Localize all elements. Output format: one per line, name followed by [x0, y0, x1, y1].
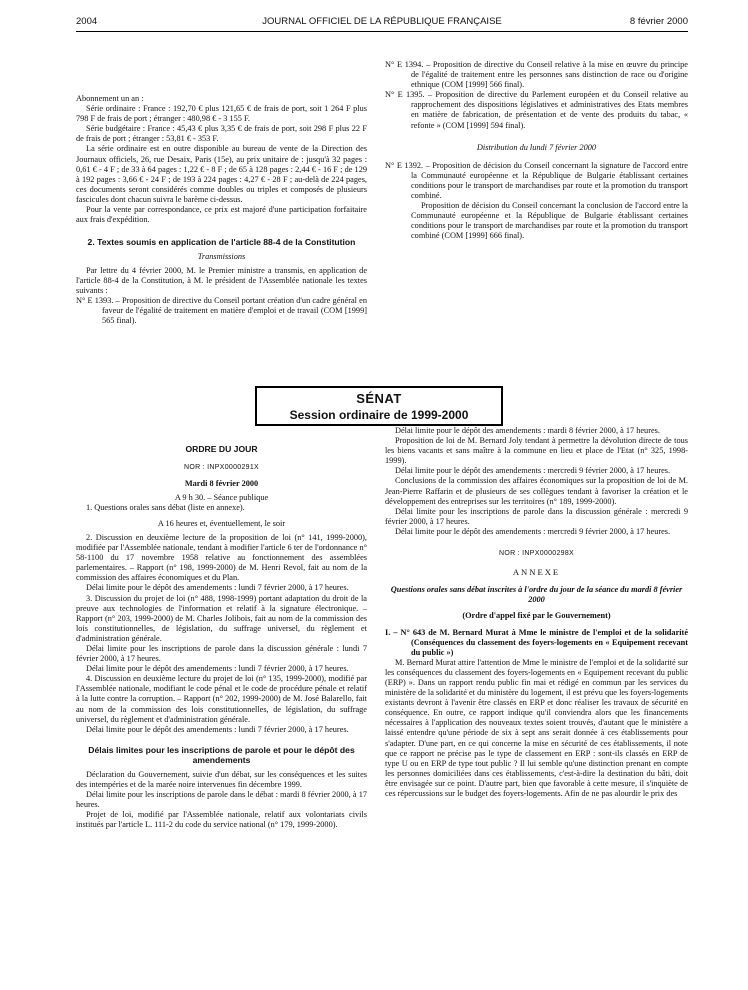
question-643-title: I. – N° 643 de M. Bernard Murat à Mme le ministre de l'emploi et de la solidarité (Conséquences du classement des foyers-logements en « Equipement recevant du public »)	[385, 627, 688, 657]
proposition-joly: Proposition de loi de M. Bernard Joly tendant à permettre la dévolution directe de tous les biens vacants et sans maître à la commune en lieu et place de l'Etat (n° 325, 1998-1999).	[385, 436, 688, 466]
right-lower-column	[385, 426, 688, 799]
section-2-title: 2. Textes soumis en application de l'article 88-4 de la Constitution	[87, 237, 356, 248]
deadline-tuesday: Délai limite pour le dépôt des amendements : mardi 8 février 2000, à 17 heures.	[395, 426, 660, 435]
declaration-deadline: Délai limite pour les inscriptions de parole dans le débat : mardi 8 février 2000, à 17 heures.	[76, 790, 367, 810]
right-top-column	[385, 60, 688, 242]
text-e1393: N° E 1393. – Proposition de directive du Conseil portant création d'un cadre général en faveur de l'égalité de traitement en matière d'emploi et de travail (COM [1999] 565 final).	[76, 296, 367, 326]
senat-box	[255, 386, 503, 426]
item-2: 2. Discussion en deuxième lecture de la proposition de loi (n° 141, 1999-2000), modifiée par l'Assemblée nationale, tendant à modifier l'article 6 ter de l'ordonnance n° 58-1100 du 17 novembre 1958 relative au fonctionnement des assemblées parlementaires. – Rapport (n° 198, 1999-2000) de M. Henri Revol, fait au nom de la commission des affaires économiques et du Plan.	[76, 532, 367, 583]
afternoon-session: A 16 heures et, éventuellement, le soir	[157, 518, 286, 528]
subscription-sale: La série ordinaire est en outre disponible au bureau de vente de la Direction des Journaux officiels, 26, rue Desaix, Paris (15e), au prix unitaire de : jusqu'à 32 pages : 0,61 € - 4 F ; de 33 à 64 pages : 1,22 € - 8 F ; de 65 à 128 pages : 2,44 € - 16 F ; de 129 à 192 pages : 3,66 € - 24 F ; de 193 à 224 pages : 4,27 € - 28 F ; au-delà de 224 pages, ces documents seront considérés comme doubles ou triples et composés de plusieurs fascicules dont chacun suivra le barème ci-dessus.	[76, 144, 367, 204]
item-3: 3. Discussion du projet de loi (n° 488, 1998-1999) portant adaptation du droit de la preuve aux technologies de l'information et relatif à la signature électronique. – Rapport (n° 203, 1999-2000) de M. Charles Jolibois, fait au nom de la commission des lois constitutionnelles, de législation, du suffrage universel, du règlement et d'administration générale.	[76, 593, 367, 643]
morning-session: A 9 h 30. – Séance publique	[174, 492, 269, 502]
annexe-heading: ANNEXE	[512, 567, 561, 578]
senat-title: SÉNAT	[356, 391, 402, 406]
item-3-deadline-speech: Délai limite pour les inscriptions de parole dans la discussion générale : lundi 7 février 2000, à 17 heures.	[76, 644, 367, 664]
session-date: Mardi 8 février 2000	[184, 478, 259, 488]
ordre-appel: (Ordre d'appel fixé par le Gouvernement)	[462, 611, 611, 621]
declaration: Déclaration du Gouvernement, suivie d'un débat, sur les conséquences et les suites des intempéries et de la marée noire intervenues fin décembre 1999.	[76, 769, 367, 789]
text-e1394: N° E 1394. – Proposition de directive du Conseil relative à la mise en œuvre du principe de l'égalité de traitement entre les personnes sans distinction de race ou d'origine ethnique (COM [1999] 566 final).	[385, 60, 688, 90]
text-e1392-conclusion: Proposition de décision du Conseil concernant la conclusion de l'accord entre la Communauté européenne et la République de Bulgarie établissant certaines conditions pour le transport de marchandises par route et la promotion du transport combiné (COM [1999] 666 final).	[411, 201, 688, 241]
left-lower-column	[76, 444, 367, 830]
text-e1392: N° E 1392. – Proposition de décision du Conseil concernant la signature de l'accord entre la Communauté européenne et la République de Bulgarie établissant certaines conditions pour le transport de marchandises par route et la promotion du transport combiné.	[385, 160, 688, 201]
transmissions-text: Par lettre du 4 février 2000, M. le Premier ministre a transmis, en application de l'article 88-4 de la Constitution, à M. le président de l'Assemblée nationale les textes suivants :	[76, 265, 367, 295]
deadline-amend-wednesday: Délai limite pour le dépôt des amendements : mercredi 9 février 2000, à 17 heures.	[395, 526, 671, 536]
text-e1395: N° E 1395. – Proposition de directive du Parlement européen et du Conseil relative au rapprochement des dispositions législatives et administratives des Etats membres en matière de fabrication, de présentation et de vente des produits du tabac, « refonte » (COM [1999] 594 final).	[385, 90, 688, 130]
nor-reference-2: NOR : INPX0000298X	[498, 550, 575, 558]
issue-date: 8 février 2000	[629, 16, 688, 27]
conclusions-raffarin: Conclusions de la commission des affaires économiques sur la proposition de loi de M. Jean-Pierre Raffarin et de plusieurs de ses collègues tendant à favoriser la création et le développement des entreprises sur les territoires (n° 189, 1999-2000).	[385, 476, 688, 506]
annexe-title: Questions orales sans débat inscrites à l'ordre du jour de la séance du mardi 8 février 2000	[390, 585, 683, 605]
subscription-budget: Série budgétaire : France : 45,43 € plus 3,35 € de frais de port, soit 298 F plus 22 F de frais de port ; étranger : 53,81 € - 353 F.	[76, 124, 367, 144]
page-number: 2004	[76, 16, 98, 27]
senat-session: Session ordinaire de 1999-2000	[289, 408, 469, 422]
subscription-heading: Abonnement un an :	[76, 94, 144, 103]
left-top-column	[76, 94, 367, 326]
question-643-text: M. Bernard Murat attire l'attention de Mme le ministre de l'emploi et de la solidarité sur les conséquences du classement des foyers-logements en « Equipement recevant du public (ERP) ». Dans un rapport rendu public fin mai et rédigé en commun par les services du ministère de la solidarité et du ministère du logement, il est prévu que les foyers-logements existants devront à l'avenir être classés en ERP et donc réaliser les travaux de sécurité en conséquence. En outre, ce rapport indique qu'il conviendra alors que les financements nécessaires à l'application des nouveaux textes soient trouvés, d'autant que le ministère a laissé entendre qu'une période de six à sept ans serait donnée à ces établissements pour s'adapter. D'une part, en ce qui concerne la mise en sécurité de ces établissements, il note que ce rapport ne précise pas le type de classement en ERP : sont-ils classés en ERP de type U ou en ERP de type tout public ? Il lui semble qu'une distinction prenant en compte les personnes domiciliées dans ces établissements, c'est-à-dire la destination du bâti, doit être envisagée sur ce point. D'autre part, bien que favorable à cette mesure, il s'inquiète de ces répercussions sur le budget des foyers-logements. Afin de ne pas alourdir le prix des	[385, 657, 688, 798]
distribution-heading: Distribution du lundi 7 février 2000	[476, 142, 597, 152]
item-4: 4. Discussion en deuxième lecture du projet de loi (n° 135, 1999-2000), modifié par l'Assemblée nationale, modifiant le code pénal et le code de procédure pénale et relatif à la lutte contre la corruption. – Rapport (n° 202, 1999-2000) de M. José Balarello, fait au nom de la commission des lois constitutionnelles, de législation, du suffrage universel, du règlement et d'administration générale.	[76, 674, 367, 724]
projet-volontariats: Projet de loi, modifié par l'Assemblée nationale, relatif aux volontariats civils institués par l'article L. 111-2 du code du service national (n° 179, 1999-2000).	[76, 810, 367, 830]
header-rule	[76, 31, 688, 32]
delais-title: Délais limites pour les inscriptions de parole et pour le dépôt des amendements	[88, 744, 355, 766]
page-header	[76, 16, 688, 30]
item-4-deadline: Délai limite pour le dépôt des amendements : lundi 7 février 2000, à 17 heures.	[86, 724, 349, 734]
deadline-speech-wednesday: Délai limite pour les inscriptions de parole dans la discussion générale : mercredi 9 février 2000, à 17 heures.	[385, 506, 688, 526]
item-3-deadline-amend: Délai limite pour le dépôt des amendements : lundi 7 février 2000, à 17 heures.	[86, 664, 349, 674]
subscription-mail: Pour la vente par correspondance, ce prix est majoré d'une participation forfaitaire aux frais d'expédition.	[76, 205, 367, 225]
transmissions-heading: Transmissions	[197, 251, 246, 261]
item-2-deadline: Délai limite pour le dépôt des amendements : lundi 7 février 2000, à 17 heures.	[86, 583, 349, 593]
journal-title: JOURNAL OFFICIEL DE LA RÉPUBLIQUE FRANÇAISE	[262, 16, 502, 27]
deadline-joly: Délai limite pour le dépôt des amendements : mercredi 9 février 2000, à 17 heures.	[395, 466, 671, 476]
nor-reference: NOR : INPX0000291X	[183, 463, 260, 471]
subscription-ordinary: Série ordinaire : France : 192,70 € plus 121,65 € de frais de port, soit 1 264 F plus 798 F de frais de port ; étranger : 480,98 € - 3 155 F.	[76, 104, 367, 124]
ordre-du-jour-heading: ORDRE DU JOUR	[185, 444, 258, 454]
item-1: 1. Questions orales sans débat (liste en annexe).	[86, 502, 245, 512]
